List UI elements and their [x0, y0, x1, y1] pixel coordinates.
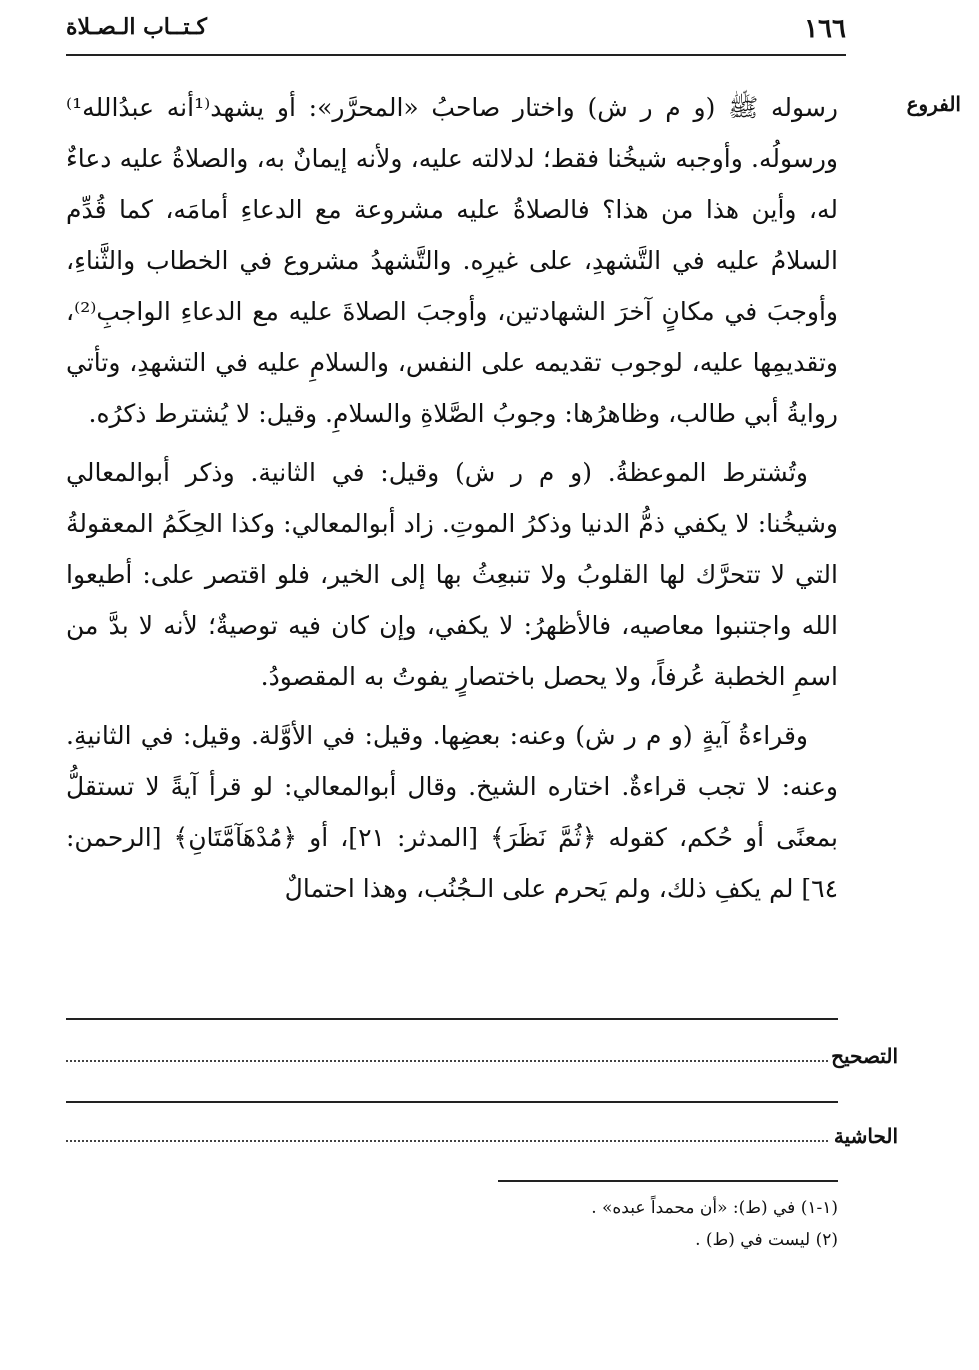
margin-note-row: [66, 1118, 898, 1148]
main-text: [66, 82, 838, 922]
footnote-separator: [498, 1180, 838, 1182]
paragraph: وقراءةُ آيةٍ (و م ر ش) وعنه: بعضِها. وقيل: في الأوَّلة. وقيل: في الثانيةِ. وعنه: لا تجب قراءةٌ. اختاره الشيخ. وقال أبوالمعالي: لو قرأ آيةً لا تستقلُّ بمعنًى أو حُكم، كقوله ﴿ثُمَّ نَظَرَ﴾ [المدثر: ٢١]، أو ﴿مُدْهَآمَّتَانِ﴾ [الرحمن: ٦٤] لم يكفِ ذلك، ولم يَحرم على الـجُنُب، وهذا احتمالٌ: [66, 721, 838, 903]
correction-label: التصحيح: [831, 1044, 898, 1068]
correction-row: [66, 1038, 898, 1068]
margin-note-dotted-line: [66, 1140, 828, 1142]
side-label: الفروع: [906, 92, 961, 116]
text-divider: [66, 1018, 838, 1020]
correction-dotted-line: [66, 1060, 828, 1062]
paragraph: رسوله ﷺ (و م ر ش) واختار صاحبُ «المحرَّر»: أو يشهد⁽¹أنه عبدُالله¹⁾ ورسولُه. وأوجبه شيخُنا فقط؛ لدلالته عليه، ولأنه إيمانٌ به، والصلاةُ عليه دعاءٌ له، وأين هذا من هذا؟ فالصلاةُ عليه مشروعة مع الدعاءِ أمامَه، كما قُدِّم السلامُ عليه في التَّشهدِ، على غيرِه. والتَّشهدُ مشروع في الخطاب والثَّناءِ، وأوجبَ في مكانٍ آخرَ الشهادتين، وأوجبَ الصلاةَ عليه مع الدعاءِ الواجبِ⁽²⁾، وتقديمِها عليه، لوجوب تقديمه على النفس، والسلامِ عليه في التشهدِ، وتأتي روايةُ أبي طالب، وظاهرُها: وجوبُ الصَّلاةِ والسلامِ. وقيل: لا يُشترط ذكرُه.: [66, 93, 839, 428]
margin-note-label: الحاشية: [833, 1124, 898, 1148]
book-title: كـتــاب الـصـلاة: [66, 14, 207, 40]
page-number: ١٦٦: [804, 14, 846, 44]
footnote: (٢) ليست في (ط) .: [695, 1230, 838, 1250]
form-divider: [66, 1101, 838, 1103]
paragraph: وتُشترط الموعظةُ. (و م ر ش) وقيل: في الثانية. وذكر أبوالمعالي وشيخُنا: لا يكفي ذمُّ الدنيا وذكرُ الموتِ. زاد أبوالمعالي: وكذا الحِكَمُ المعقولةُ التي لا تتحرَّك لها القلوبُ ولا تنبعِثُ بها إلى الخير، فلو اقتصر على: أطيعوا الله واجتنبوا معاصيه، فالأظهرُ: لا يكفي، وإن كان فيه توصيةٌ؛ لأنه لا بدَّ من اسمِ الخطبة عُرفاً، ولا يحصل باختصارٍ يفوتُ به المقصودُ.: [66, 458, 838, 691]
page-header: [66, 14, 846, 56]
footnote: (١-١) في (ط): «أن محمداً عبده» .: [591, 1198, 838, 1218]
footnotes: [400, 1192, 838, 1256]
